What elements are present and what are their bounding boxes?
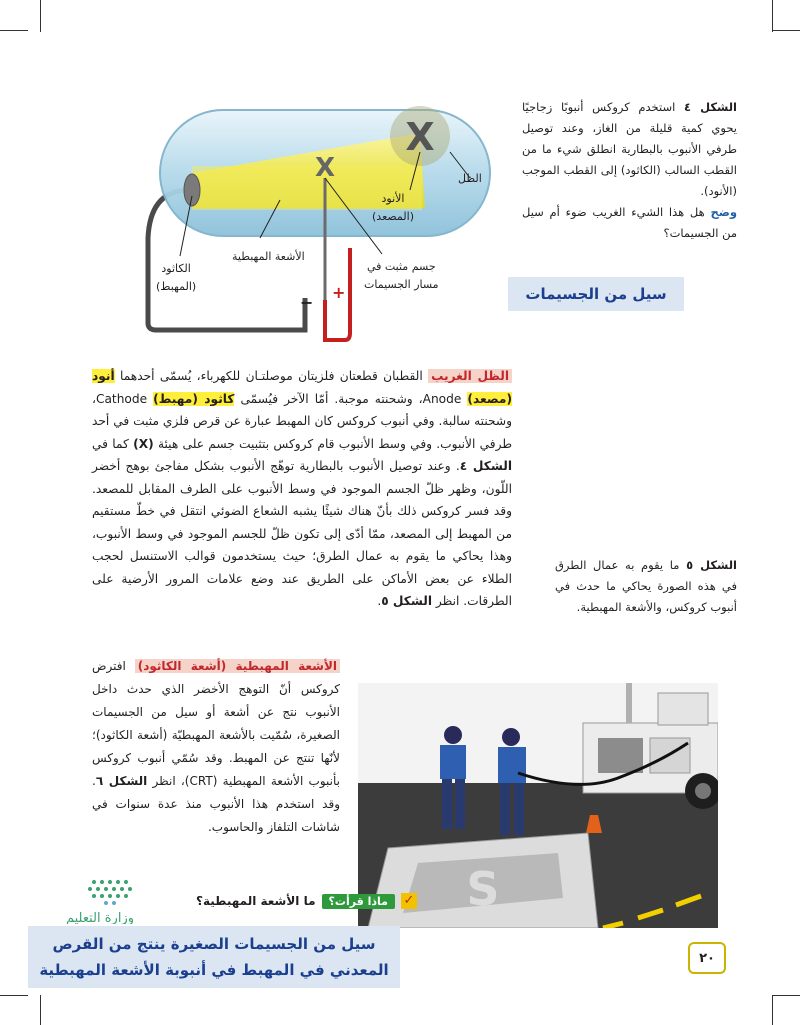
label-cathode-sub: (المهبط) xyxy=(156,280,197,293)
explain-question: هل هذا الشيء الغريب ضوء أم سيل من الجسيمات؟ xyxy=(522,205,737,240)
para-text: . وقد استخدم هذا الأنبوب منذ عدة سنوات في شاشات التلفاز والحاسوب. xyxy=(92,774,340,834)
check-question: ما الأشعة المهبطية؟ xyxy=(196,894,316,908)
label-cathode-rays: الأشعة المهبطية xyxy=(232,250,305,263)
cathode-rays-paragraph xyxy=(92,655,340,839)
label-cathode-text: الكاثود xyxy=(161,262,191,275)
crop-mark xyxy=(40,995,41,1025)
term-x: (X) xyxy=(133,436,154,451)
label-object xyxy=(364,258,439,294)
banner-summary-line1: سيل من الجسيمات الصغيرة ينتج من القرص xyxy=(52,935,376,953)
figure4-number: الشكل ٤ xyxy=(684,100,738,114)
section-heading-strange-shadow: الظل الغريب xyxy=(428,369,512,383)
para-text: كما في xyxy=(92,436,129,451)
figure4-caption-text: استخدم كروكس أنبوبًا زجاجيًا يحوي كمية قليلة من الغاز، وعند توصيل طرفي الأنبوب بالبطارية انطلق شيء ما من القطب السالب (الكاثود) إلى القطب الموجب (الأنود). xyxy=(522,100,737,198)
crookes-tube-illustration xyxy=(120,78,520,348)
road-workers-photo xyxy=(358,683,718,928)
para-text: Cathode، وشحنته سالبة. وفي أنبوب كروكس كان المهبط عبارة عن قرص فلزي مثبت في أحد طرفي الأنبوب. وفي وسط الأنبوب قام كروكس بتثبيت جسم على هيئة xyxy=(92,391,513,451)
label-anode xyxy=(372,190,414,226)
label-anode-text: الأنود xyxy=(381,192,405,205)
para-text: Anode، وشحنته موجبة. أمّا الآخر فيُسمّى xyxy=(240,391,462,406)
crop-mark xyxy=(772,30,800,31)
crop-mark xyxy=(772,995,773,1025)
explain-label: وضح xyxy=(710,205,737,219)
figure5-caption xyxy=(555,555,737,618)
figure4-reference[interactable]: الشكل ٤ xyxy=(459,459,512,473)
crop-mark xyxy=(0,30,28,31)
term-cathode: كاثود (مهبط) xyxy=(153,391,235,406)
svg-text:X: X xyxy=(314,153,336,183)
label-shadow: الظل xyxy=(458,172,482,185)
svg-text:X: X xyxy=(405,115,435,159)
crookes-tube-figure xyxy=(120,78,520,348)
plus-sign: + xyxy=(332,283,346,302)
figure5-reference[interactable]: الشكل ٥ xyxy=(381,594,433,608)
crop-mark xyxy=(772,995,800,996)
banner-summary-line2: المعدني في المهبط في أنبوبة الأشعة المهبطية xyxy=(39,961,389,979)
figure5-number: الشكل ٥ xyxy=(686,558,737,572)
logo-text: وزارة التعليم xyxy=(65,911,135,924)
what-did-you-read-check xyxy=(196,893,417,909)
banner-stream-of-particles: سيل من الجسيمات xyxy=(508,277,684,311)
crop-mark xyxy=(772,0,773,32)
label-object-line2: مسار الجسيمات xyxy=(364,278,439,291)
svg-text:S: S xyxy=(466,862,500,916)
strange-shadow-paragraph xyxy=(92,365,512,613)
figure4-caption xyxy=(522,97,737,244)
banner-summary xyxy=(28,926,400,988)
crop-mark xyxy=(0,995,28,996)
figure5-caption-text: ما يقوم به عمال الطرق في هذه الصورة يحاكي ما حدث في أنبوب كروكس، والأشعة المهبطية. xyxy=(555,558,737,614)
para-text: . xyxy=(377,594,382,608)
para-text: القطبان قطعتان فلزيتان موصلتـان للكهرباء، يُسمّى أحدهما xyxy=(120,369,423,383)
para-text: . وعند توصيل الأنبوب بالبطارية توهّج الأنبوب بشكل مفاجئ بوهج أخضر اللّون، وظهر ظلّ الجسم الموجود في وسط الأنبوب على الطرف المقابل للمصعد. وقد فسر كروكس ذلك بأنّ هناك شيئًا يشبه الشعاع الضوئي انتقل في خطّ مستقيم من المهبط إلى المصعد، ممّا أدّى إلى تكون ظلّ للجسم الموجود في وسط الأنبوب، وهذا يحاكي ما يقوم به عمال الطرق؛ حيث يستخدمون قوالب الاستنسل لحجب الطلاء عن بعض الأماكن على الطريق عند وضع علامات المرور الأرضية على الطرقات. انظر xyxy=(92,459,512,608)
figure6-reference[interactable]: الشكل ٦ xyxy=(95,774,148,788)
label-object-line1: جسم مثبت في xyxy=(366,260,436,273)
ministry-of-education-logo xyxy=(40,876,180,924)
checkmark-icon: ✓ xyxy=(401,893,417,909)
para-text: افترض كروكس أنّ التوهج الأخضر الذي حدث داخل الأنبوب نتج عن أشعة أو سيل من الجسيمات الصغيرة، سُمّيت بالأشعة المهبطيّة (أشعة الكاثود)؛ لأنّها تنتج عن المهبط. وقد سُمّي أنبوب كروكس بأنبوب الأشعة المهبطية (CRT)، انظر xyxy=(92,659,340,788)
logo-dots-icon xyxy=(40,876,180,924)
crop-mark xyxy=(40,0,41,32)
what-did-you-read-label: ماذا قرأت؟ xyxy=(322,894,395,909)
label-cathode xyxy=(156,260,196,296)
section-heading-cathode-rays: الأشعة المهبطية (أشعة الكاثود) xyxy=(135,659,340,673)
road-workers-illustration xyxy=(358,683,718,928)
page-number: ٢٠ xyxy=(688,942,726,974)
minus-sign: − xyxy=(300,293,314,312)
term-anode: أنود (مصعد) xyxy=(92,369,513,406)
label-anode-sub: (المصعد) xyxy=(372,210,414,223)
